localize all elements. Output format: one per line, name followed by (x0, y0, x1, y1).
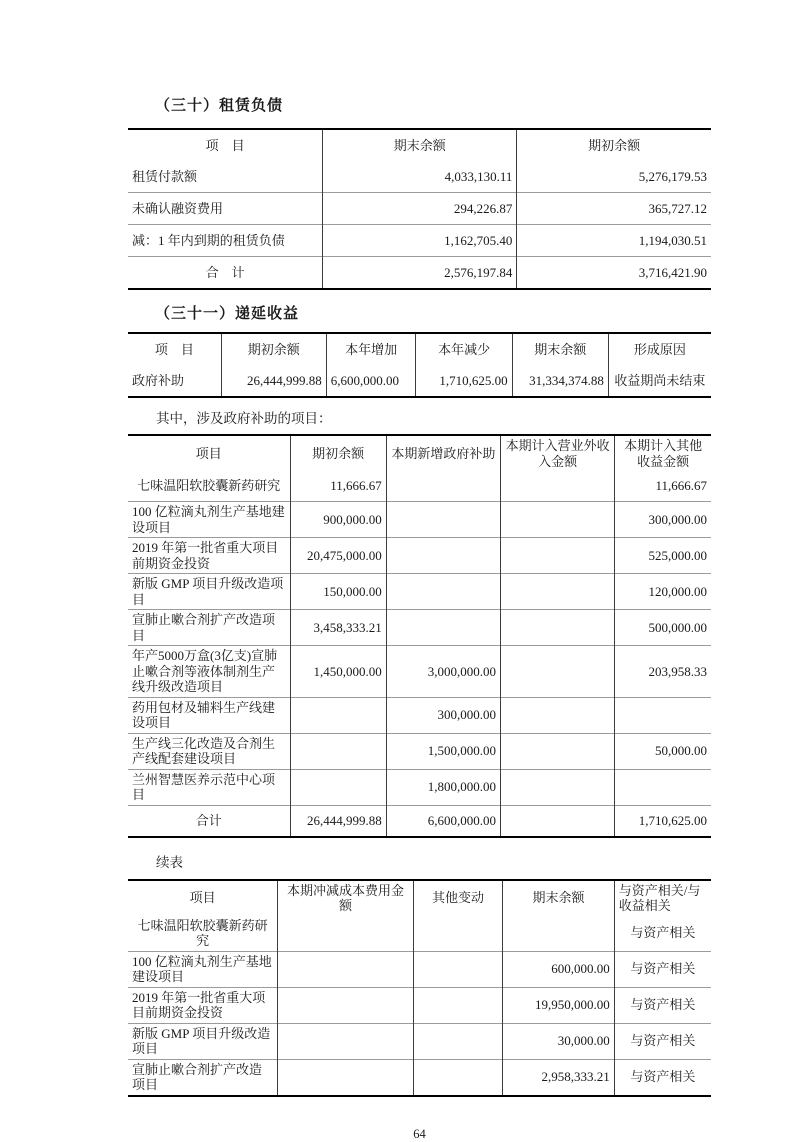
header-cell: 期末余额 (512, 333, 608, 365)
header-cell: 期末余额 (323, 129, 517, 161)
subsidy-projects-continued-table (128, 879, 711, 1097)
table-row (128, 733, 711, 769)
table-cell: 203,958.33 (615, 646, 711, 698)
table-cell: 100 亿粒滴丸剂生产基地建设项目 (128, 951, 278, 987)
subsidy-note: 其中，涉及政府补助的项目： (156, 411, 332, 426)
table-row (128, 193, 711, 225)
table-cell: 政府补助 (132, 372, 185, 388)
header-cell: 项目 (189, 890, 216, 906)
header-cell: 本年增加 (326, 333, 416, 365)
table-cell (501, 805, 615, 837)
table-cell: 20,475,000.00 (290, 538, 386, 574)
lease-liabilities-table (128, 128, 711, 290)
table-row (128, 538, 711, 574)
table-cell: 365,727.12 (517, 193, 711, 225)
table-cell: 600,000.00 (503, 951, 614, 987)
table-cell: 与资产相关 (614, 987, 711, 1023)
table-row (128, 697, 711, 733)
table-cell: 30,000.00 (503, 1023, 614, 1059)
table-cell (386, 574, 500, 610)
table-row (128, 161, 711, 193)
section-30-heading: （三十）租赁负债 (155, 98, 284, 114)
table-cell: 1,800,000.00 (386, 769, 500, 805)
table-cell (386, 471, 500, 502)
table-header-row (128, 129, 711, 161)
deferred-income-table (128, 332, 711, 398)
table-cell (413, 1059, 503, 1096)
table-cell (413, 916, 503, 952)
table-cell: 525,000.00 (615, 538, 711, 574)
table-cell: 1,710,625.00 (615, 805, 711, 837)
table-cell: 新版 GMP 项目升级改造项目 (128, 1023, 278, 1059)
header-cell: 本年减少 (416, 333, 512, 365)
table-cell: 与资产相关 (614, 1059, 711, 1096)
table-cell: 11,666.67 (615, 471, 711, 502)
table-cell: 1,500,000.00 (386, 733, 500, 769)
table-row (128, 365, 711, 397)
table-row (128, 1059, 711, 1096)
header-cell: 本期冲减成本费用金额 (278, 880, 413, 916)
subsidy-projects-table (128, 434, 711, 838)
table-cell (501, 646, 615, 698)
table-cell (278, 987, 413, 1023)
table-cell: 兰州智慧医养示范中心项目 (128, 769, 290, 805)
header-cell: 期初余额 (517, 129, 711, 161)
table-cell: 宣肺止嗽合剂扩产改造项目 (128, 1059, 278, 1096)
table-cell (501, 769, 615, 805)
table-cell: 11,666.67 (290, 471, 386, 502)
table-header-row (128, 880, 711, 916)
table-cell: 与资产相关 (614, 916, 711, 952)
table-cell: 1,710,625.00 (416, 365, 512, 397)
table-header-row (128, 435, 711, 471)
header-cell: 期初余额 (221, 333, 326, 365)
table-row (128, 225, 711, 257)
table-cell: 合计 (128, 805, 290, 837)
table-cell: 生产线三化改造及合剂生产线配套建设项目 (128, 733, 290, 769)
table-cell: 3,000,000.00 (386, 646, 500, 698)
table-cell: 与资产相关 (614, 951, 711, 987)
table-cell: 6,600,000.00 (326, 365, 416, 397)
header-cell: 本期新增政府补助 (386, 435, 500, 471)
table-cell (278, 1059, 413, 1096)
table-cell: 收益期尚未结束 (608, 365, 711, 397)
header-cell: 项 目 (154, 341, 194, 357)
table-cell: 新版 GMP 项目升级改造项目 (128, 574, 290, 610)
header-cell: 项 目 (205, 137, 245, 153)
table-cell (386, 538, 500, 574)
table-cell: 1,194,030.51 (517, 225, 711, 257)
table-cell: 19,950,000.00 (503, 987, 614, 1023)
table-cell (386, 610, 500, 646)
table-cell: 500,000.00 (615, 610, 711, 646)
table-row (128, 951, 711, 987)
table-row (128, 610, 711, 646)
table-cell (413, 951, 503, 987)
table-cell: 50,000.00 (615, 733, 711, 769)
header-cell: 形成原因 (608, 333, 711, 365)
table-row (128, 769, 711, 805)
table-row (128, 987, 711, 1023)
table-cell: 4,033,130.11 (323, 161, 517, 193)
table-cell (501, 538, 615, 574)
table-cell: 900,000.00 (290, 502, 386, 538)
header-cell: 与资产相关/与收益相关 (614, 880, 711, 916)
page-number: 64 (413, 1126, 426, 1141)
table-cell (501, 471, 615, 502)
table-row (128, 574, 711, 610)
table-row (128, 471, 711, 502)
table-cell (290, 769, 386, 805)
table-cell: 120,000.00 (615, 574, 711, 610)
table-cell: 2,958,333.21 (503, 1059, 614, 1096)
table-row (128, 646, 711, 698)
table-cell: 26,444,999.88 (221, 365, 326, 397)
header-cell: 本期计入营业外收入金额 (501, 435, 615, 471)
table-cell (615, 697, 711, 733)
table-row (128, 257, 711, 290)
table-cell (386, 502, 500, 538)
table-cell: 3,458,333.21 (290, 610, 386, 646)
table-cell (501, 574, 615, 610)
table-cell (501, 733, 615, 769)
table-cell: 1,450,000.00 (290, 646, 386, 698)
table-cell (290, 733, 386, 769)
table-cell (503, 916, 614, 952)
table-cell (278, 951, 413, 987)
table-cell (501, 502, 615, 538)
table-cell: 2,576,197.84 (323, 257, 517, 290)
table-cell: 七味温阳软胶囊新药研究 (137, 478, 281, 494)
table-cell (278, 1023, 413, 1059)
table-cell: 与资产相关 (614, 1023, 711, 1059)
table-cell: 150,000.00 (290, 574, 386, 610)
table-header-row (128, 333, 711, 365)
table-cell: 300,000.00 (615, 502, 711, 538)
table-cell: 年产5000万盒(3亿支)宣肺止嗽合剂等液体制剂生产线升级改造项目 (128, 646, 290, 698)
table-cell (413, 1023, 503, 1059)
table-cell: 七味温阳软胶囊新药研究 (137, 917, 268, 948)
table-cell (501, 697, 615, 733)
table-row (128, 916, 711, 952)
table-row (128, 805, 711, 837)
table-cell: 2019 年第一批省重大项目前期资金投资 (128, 987, 278, 1023)
header-cell: 期初余额 (290, 435, 386, 471)
table-cell: 300,000.00 (386, 697, 500, 733)
table-cell (290, 697, 386, 733)
header-cell: 项目 (195, 445, 222, 461)
table-cell: 3,716,421.90 (517, 257, 711, 290)
section-31-heading: （三十一）递延收益 (155, 306, 300, 322)
header-cell: 期末余额 (503, 880, 614, 916)
table-row (128, 502, 711, 538)
table-cell: 294,226.87 (323, 193, 517, 225)
table-cell: 租赁付款额 (132, 168, 198, 184)
table-cell (413, 987, 503, 1023)
header-cell: 其他变动 (413, 880, 503, 916)
table-cell: 合 计 (128, 257, 323, 290)
header-cell: 本期计入其他收益金额 (615, 435, 711, 471)
table-cell (501, 610, 615, 646)
table-cell: 宣肺止嗽合剂扩产改造项目 (128, 610, 290, 646)
table-cell: 31,334,374.88 (512, 365, 608, 397)
table-cell: 100 亿粒滴丸剂生产基地建设项目 (128, 502, 290, 538)
continued-table-label: 续表 (156, 854, 183, 870)
table-row (128, 1023, 711, 1059)
table-cell (278, 916, 413, 952)
table-cell: 2019 年第一批省重大项目前期资金投资 (128, 538, 290, 574)
table-cell: 5,276,179.53 (517, 161, 711, 193)
table-cell: 1,162,705.40 (323, 225, 517, 257)
table-cell: 未确认融资费用 (128, 193, 323, 225)
table-cell: 减：1 年内到期的租赁负债 (128, 225, 323, 257)
table-cell: 6,600,000.00 (386, 805, 500, 837)
page-content (128, 94, 711, 1142)
table-cell (615, 769, 711, 805)
table-cell: 26,444,999.88 (290, 805, 386, 837)
table-cell: 药用包材及辅料生产线建设项目 (128, 697, 290, 733)
